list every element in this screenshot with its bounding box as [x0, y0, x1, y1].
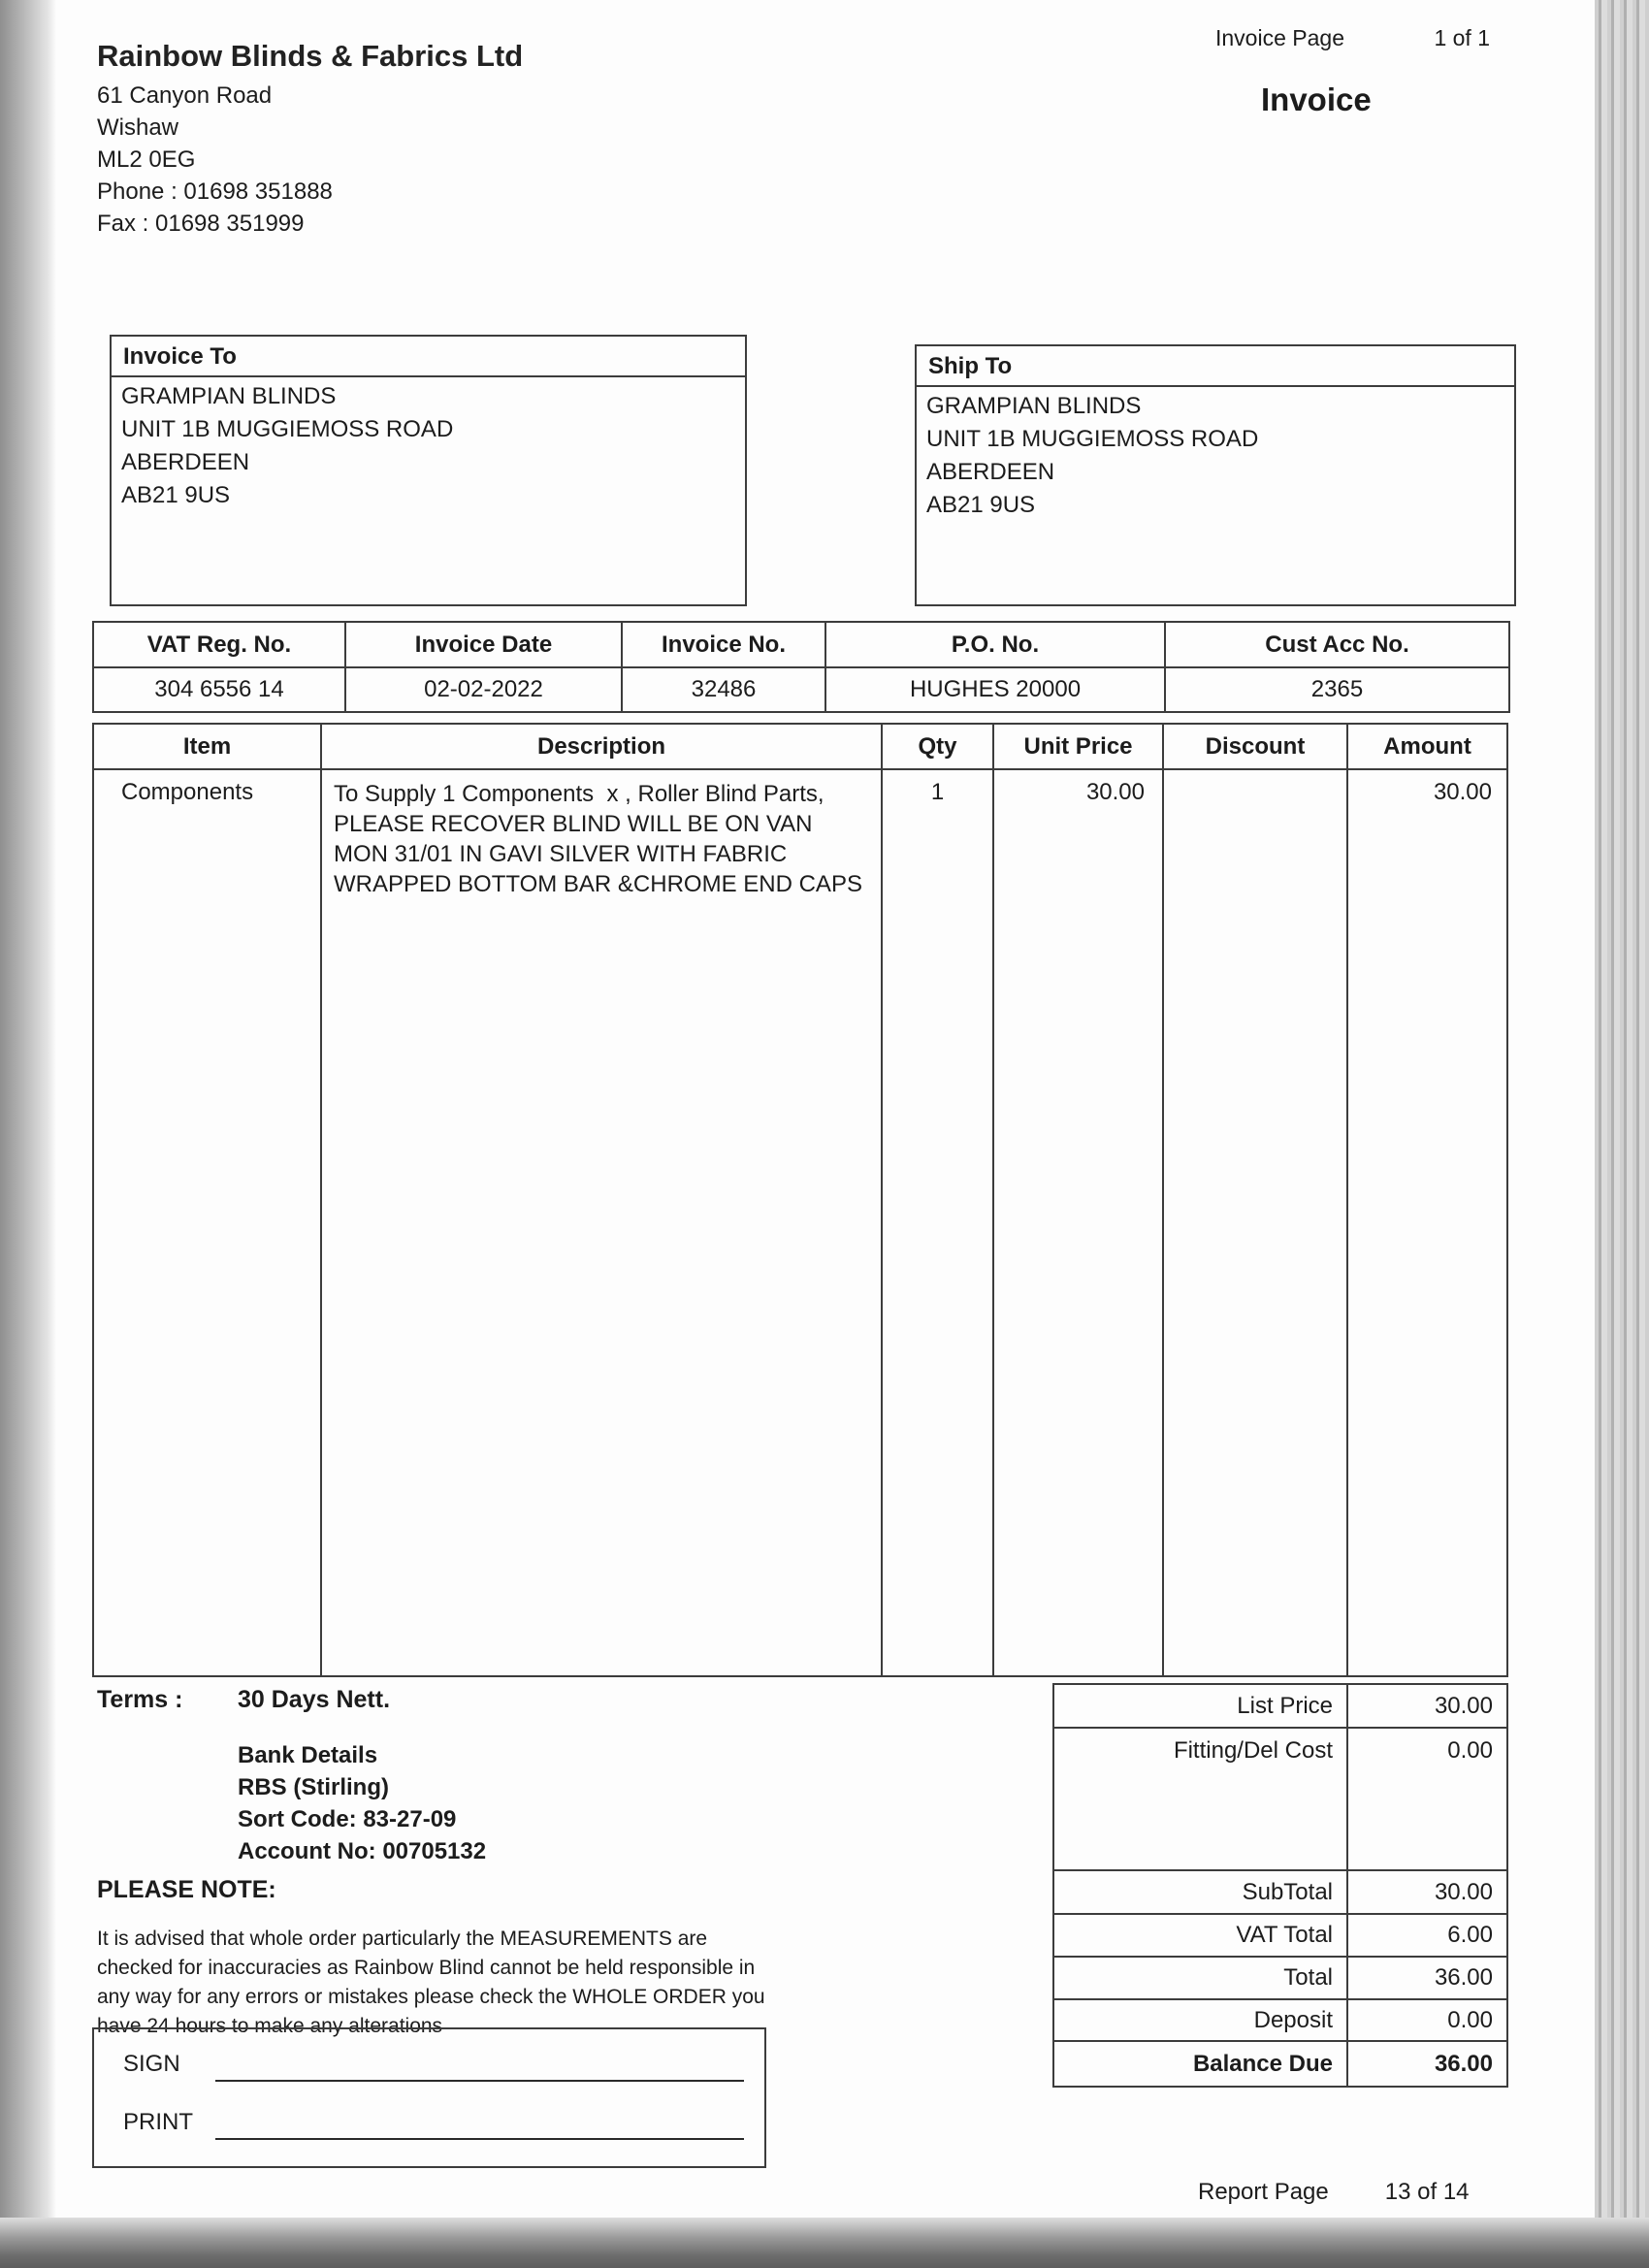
- items-header-unit-price: Unit Price: [994, 725, 1164, 768]
- meta-header-vat-reg: VAT Reg. No.: [94, 623, 346, 666]
- bank-details-heading: Bank Details: [238, 1742, 378, 1768]
- items-header-amount: Amount: [1383, 732, 1471, 760]
- company-address-line: 61 Canyon Road: [97, 82, 273, 109]
- sign-label: SIGN: [123, 2051, 180, 2077]
- items-header-row: [94, 725, 1506, 770]
- meta-value-invoice-no: 32486: [623, 668, 826, 711]
- signature-box: [92, 2027, 766, 2168]
- total-value: 30.00: [1434, 1878, 1493, 1905]
- items-header-discount: Discount: [1164, 725, 1348, 768]
- invoice-to-label: Invoice To: [112, 337, 745, 377]
- total-label: SubTotal: [1054, 1871, 1348, 1913]
- scan-edge-bottom: [0, 2218, 1649, 2268]
- invoice-meta-table: [92, 621, 1510, 713]
- print-line: [215, 2138, 744, 2140]
- meta-header-row: [94, 623, 1508, 668]
- sign-line: [215, 2080, 744, 2082]
- address-line: AB21 9US: [121, 482, 231, 508]
- report-page-label: Report Page: [1198, 2179, 1329, 2205]
- meta-header-invoice-date: Invoice Date: [346, 623, 623, 666]
- item-amount: 30.00: [1433, 779, 1492, 805]
- company-fax: Fax : 01698 351999: [97, 211, 305, 237]
- total-label: List Price: [1054, 1685, 1348, 1727]
- company-phone: Phone : 01698 351888: [97, 178, 333, 205]
- meta-header-invoice-no: Invoice No.: [623, 623, 826, 666]
- scan-edge-left: [0, 0, 56, 2268]
- totals-row-list-price: [1054, 1685, 1506, 1729]
- note-body: It is advised that whole order particularly the MEASUREMENTS are checked for inaccuracies as Rainbow Blind cannot be held responsible in any way for any errors or mistakes please check the WHOLE ORDER you have 24 hours to make any alterations: [97, 1928, 765, 2037]
- address-line: ABERDEEN: [121, 449, 250, 475]
- invoice-page-indicator: [1215, 25, 1490, 51]
- invoice-to-address: [112, 377, 745, 515]
- meta-header-cust-acc: Cust Acc No.: [1265, 631, 1409, 658]
- totals-row-vat-total: [1054, 1915, 1506, 1958]
- total-value: 0.00: [1447, 1737, 1493, 1764]
- totals-row-balance-due: [1054, 2042, 1506, 2086]
- ship-to-box: [915, 344, 1516, 606]
- report-page-indicator: [1198, 2179, 1470, 2206]
- invoice-page-label: Invoice Page: [1215, 25, 1344, 50]
- document-title: Invoice: [1261, 81, 1372, 117]
- meta-value-vat-reg: 304 6556 14: [94, 668, 346, 711]
- total-label: VAT Total: [1054, 1915, 1348, 1956]
- total-label: Fitting/Del Cost: [1054, 1729, 1348, 1869]
- total-value: 30.00: [1434, 1692, 1493, 1719]
- total-value: 0.00: [1447, 2006, 1493, 2033]
- meta-value-cust-acc: 2365: [1310, 676, 1364, 702]
- item-name: Components: [94, 770, 322, 1675]
- print-label: PRINT: [123, 2109, 193, 2135]
- totals-row-subtotal: [1054, 1871, 1506, 1915]
- address-line: GRAMPIAN BLINDS: [121, 383, 337, 409]
- item-description: To Supply 1 Components x , Roller Blind Parts, PLEASE RECOVER BLIND WILL BE ON VAN MON 31/01 IN GAVI SILVER WITH FABRIC WRAPPED BOTTOM BAR &CHROME END CAPS: [322, 770, 883, 1675]
- address-line: UNIT 1B MUGGIEMOSS ROAD: [121, 416, 454, 442]
- company-address-line: Wishaw: [97, 114, 179, 141]
- meta-value-row: [94, 668, 1508, 711]
- total-label: Deposit: [1054, 2000, 1348, 2040]
- terms-label: Terms :: [97, 1686, 183, 1713]
- company-address-line: ML2 0EG: [97, 146, 196, 173]
- bank-sort-code: Sort Code: 83-27-09: [238, 1806, 457, 1832]
- total-value: 36.00: [1434, 1964, 1493, 1991]
- items-header-description: Description: [322, 725, 883, 768]
- totals-row-fitting-del: [1054, 1729, 1506, 1871]
- total-value: 6.00: [1447, 1922, 1493, 1948]
- address-line: UNIT 1B MUGGIEMOSS ROAD: [926, 426, 1259, 452]
- invoice-to-box: [110, 335, 747, 606]
- totals-row-total: [1054, 1958, 1506, 2000]
- meta-header-po-no: P.O. No.: [826, 623, 1166, 666]
- item-row: [94, 770, 1506, 1675]
- address-line: ABERDEEN: [926, 459, 1055, 485]
- ship-to-label: Ship To: [917, 346, 1514, 387]
- total-label: Balance Due: [1054, 2042, 1348, 2086]
- scan-edge-right: [1595, 0, 1649, 2268]
- terms-value: 30 Days Nett.: [238, 1686, 391, 1713]
- item-qty: 1: [883, 770, 994, 1675]
- bank-account-no: Account No: 00705132: [238, 1838, 487, 1864]
- meta-value-po-no: HUGHES 20000: [826, 668, 1166, 711]
- note-heading: PLEASE NOTE:: [97, 1876, 276, 1903]
- totals-box: [1052, 1683, 1508, 2088]
- ship-to-address: [917, 387, 1514, 525]
- total-label: Total: [1054, 1958, 1348, 1998]
- invoice-page-value: 1 of 1: [1434, 25, 1490, 50]
- meta-value-invoice-date: 02-02-2022: [346, 668, 623, 711]
- total-value: 36.00: [1434, 2050, 1493, 2077]
- address-line: GRAMPIAN BLINDS: [926, 393, 1142, 419]
- company-address: [97, 80, 333, 240]
- item-discount: [1164, 770, 1348, 1675]
- company-name: Rainbow Blinds & Fabrics Ltd: [97, 39, 524, 73]
- address-line: AB21 9US: [926, 492, 1036, 518]
- items-header-item: Item: [94, 725, 322, 768]
- report-page-value: 13 of 14: [1384, 2179, 1470, 2205]
- bank-name: RBS (Stirling): [238, 1774, 389, 1800]
- totals-row-deposit: [1054, 2000, 1506, 2042]
- items-header-qty: Qty: [883, 725, 994, 768]
- item-unit-price: 30.00: [994, 770, 1164, 1675]
- line-items-table: [92, 723, 1508, 1677]
- bank-details: [238, 1739, 486, 1867]
